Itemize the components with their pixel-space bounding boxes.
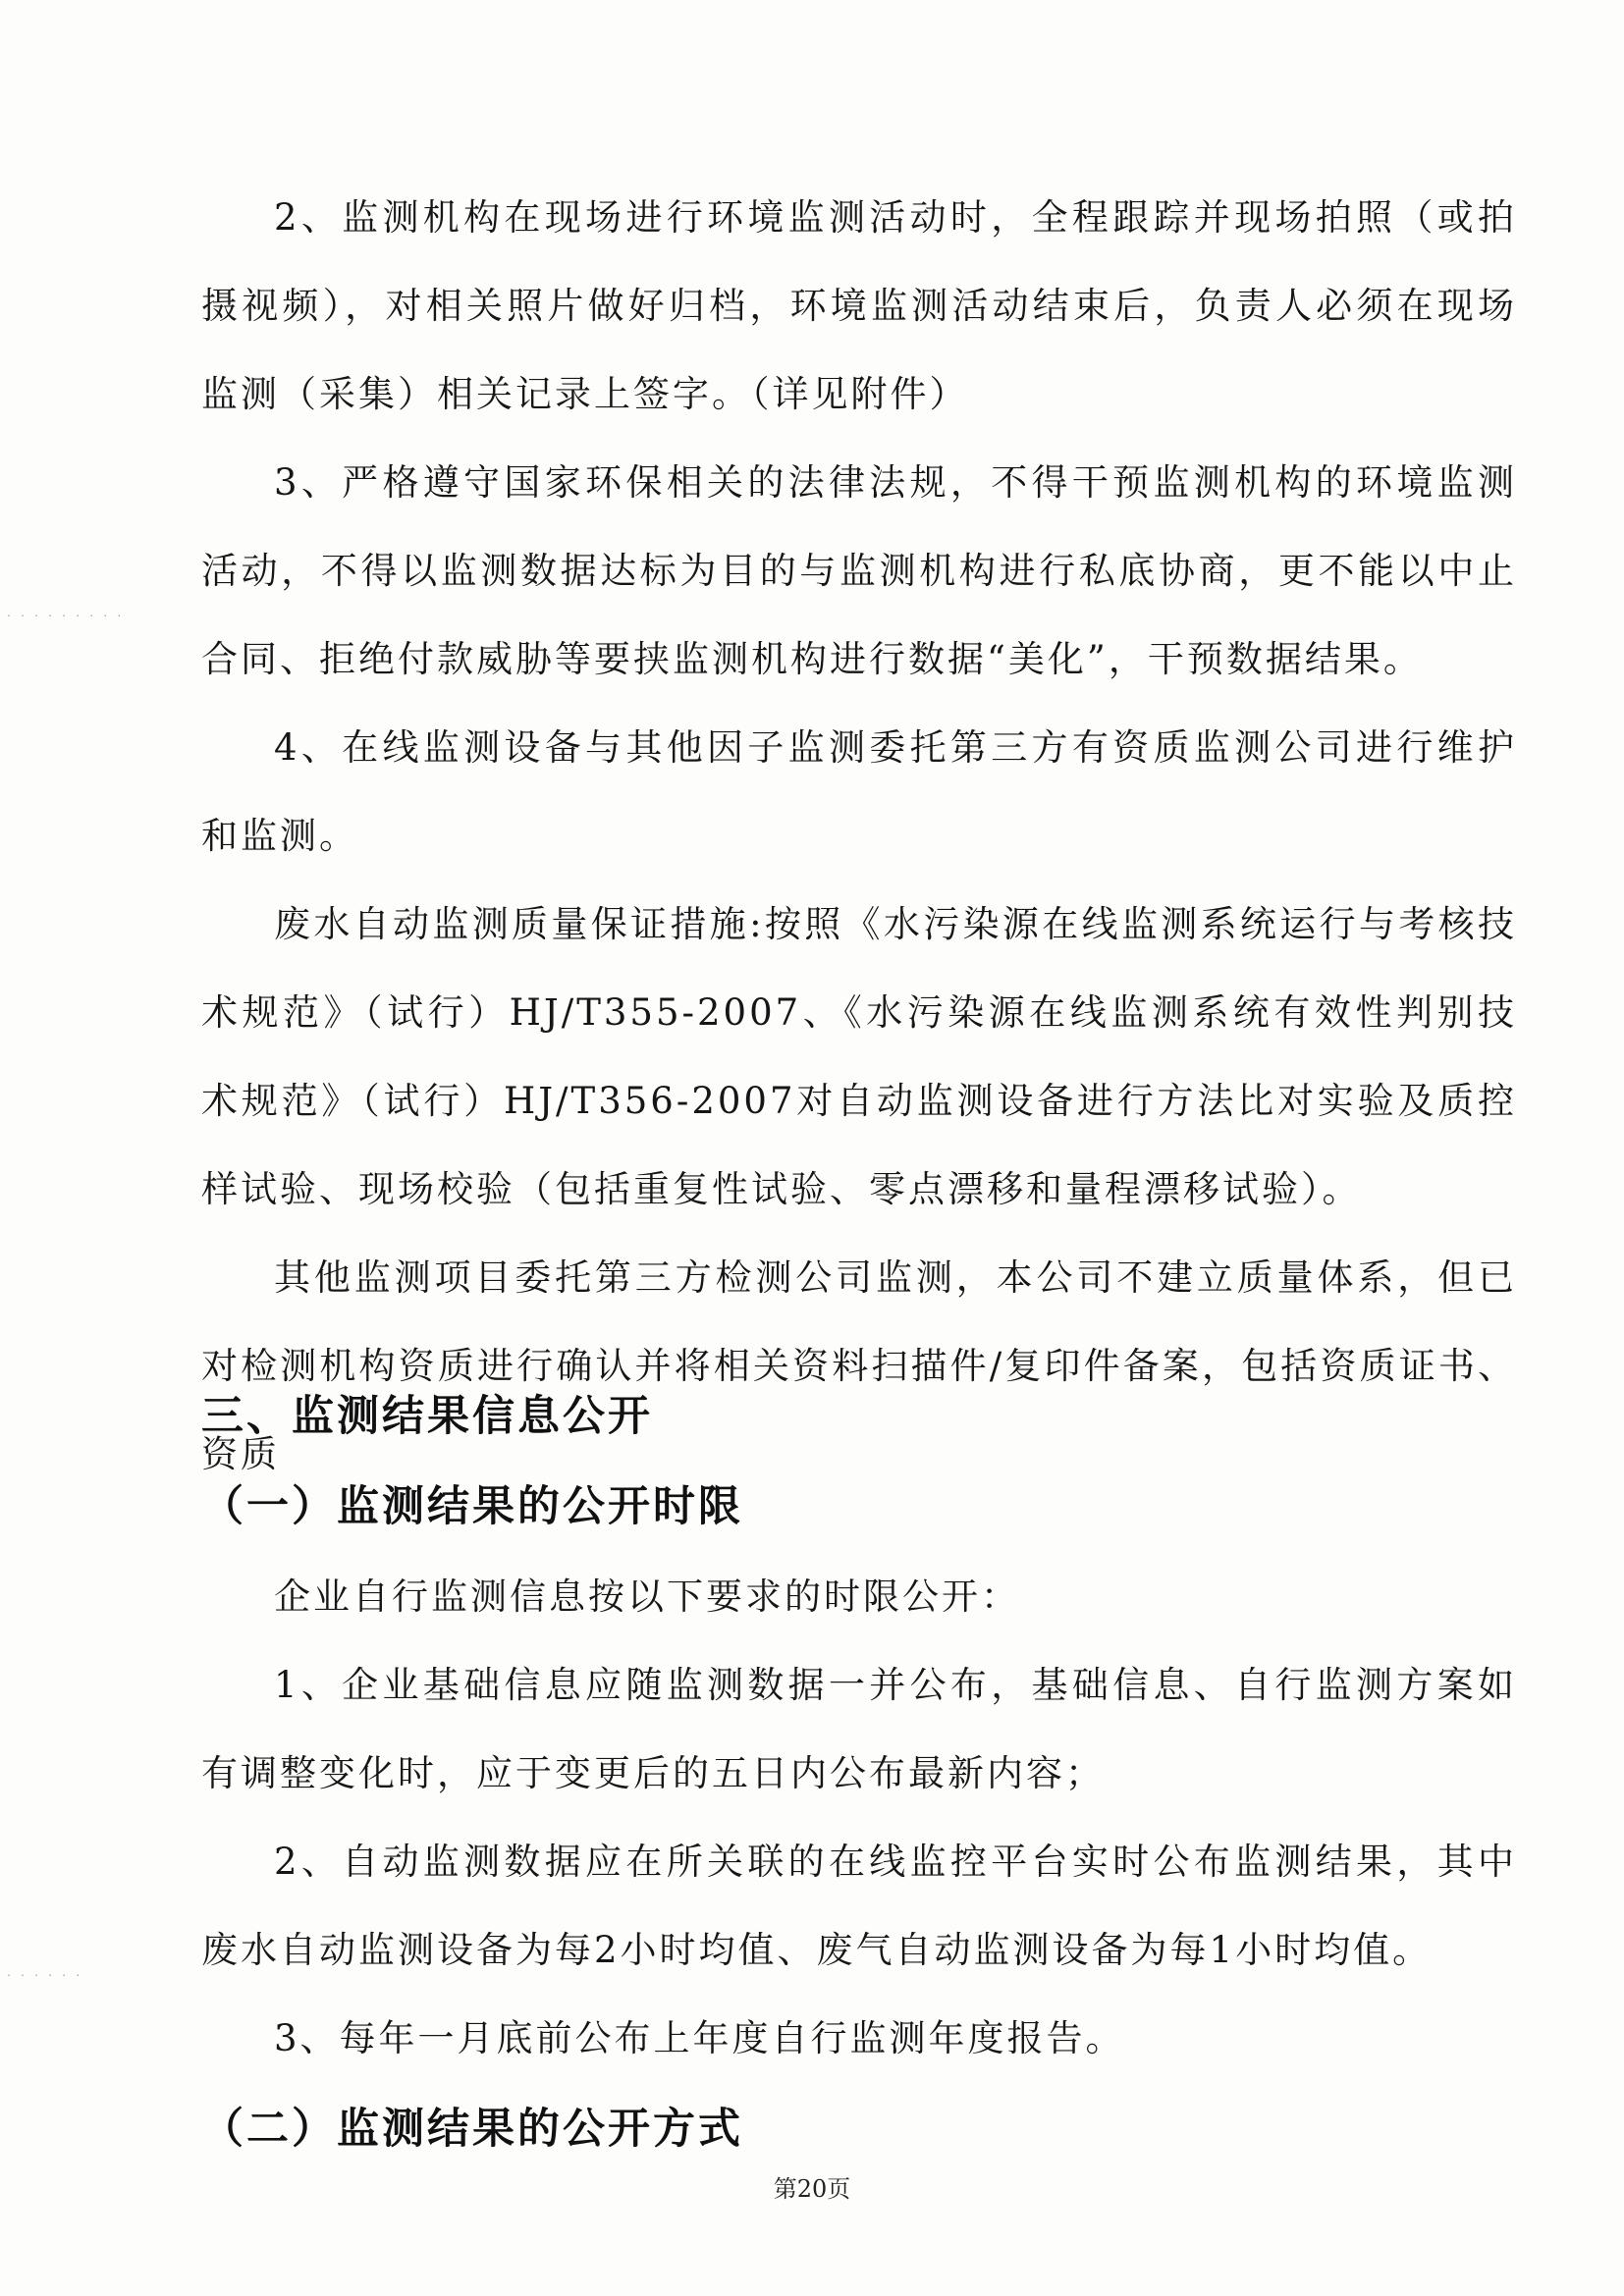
subsection-heading-2: （二）监测结果的公开方式 [201, 2105, 743, 2154]
paragraph-disclosure-1: 1、企业基础信息应随监测数据一并公布，基础信息、自行监测方案如有调整变化时，应于变更后的五日内公布最新内容； [201, 1664, 1517, 1794]
paragraph-wastewater-qa: 废水自动监测质量保证措施:按照《水污染源在线监测系统运行与考核技术规范》（试行）HJ/T355-2007、《水污染源在线监测系统有效性判别技术规范》（试行）HJ/T356-2007对自动监测设备进行方法比对实验及质控样试验、现场校验（包括重复性试验、零点漂移和量程漂移试验）。 [201, 903, 1517, 1210]
paragraph-disclosure-3: 3、每年一月底前公布上年度自行监测年度报告。 [274, 2017, 1125, 2059]
paragraph-item-2: 2、监测机构在现场进行环境监测活动时，全程跟踪并现场拍照（或拍摄视频），对相关照片做好归档，环境监测活动结束后，负责人必须在现场监测（采集）相关记录上签字。（详见附件） [201, 196, 1517, 415]
paragraph-disclosure-2: 2、自动监测数据应在所关联的在线监控平台实时公布监测结果，其中废水自动监测设备为每2小时均值、废气自动监测设备为每1小时均值。 [201, 1841, 1517, 1971]
section-heading: 三、监测结果信息公开 [201, 1392, 653, 1441]
scan-artifact: . . . . . . [6, 1968, 82, 1979]
scan-artifact: . . . . . . . . . [6, 609, 124, 619]
paragraph-other-monitoring: 其他监测项目委托第三方检测公司监测，本公司不建立质量体系，但已对检测机构资质进行确认并将相关资料扫描件/复印件备案，包括资质证书、资质 [201, 1256, 1517, 1475]
paragraph-item-4: 4、在线监测设备与其他因子监测委托第三方有资质监测公司进行维护和监测。 [201, 726, 1517, 857]
body-text-top [201, 174, 1517, 1499]
paragraph-item-3: 3、严格遵守国家环保相关的法律法规，不得干预监测机构的环境监测活动，不得以监测数据达标为目的与监测机构进行私底协商，更不能以中止合同、拒绝付款威胁等要挟监测机构进行数据“美化”，干预数据结果。 [201, 461, 1517, 680]
section-3 [201, 1372, 1517, 2175]
page-number: 第20页 [773, 2175, 851, 2203]
subsection-heading-1: （一）监测结果的公开时限 [201, 1482, 743, 1531]
paragraph-disclosure-intro: 企业自行监测信息按以下要求的时限公开： [274, 1575, 1020, 1618]
